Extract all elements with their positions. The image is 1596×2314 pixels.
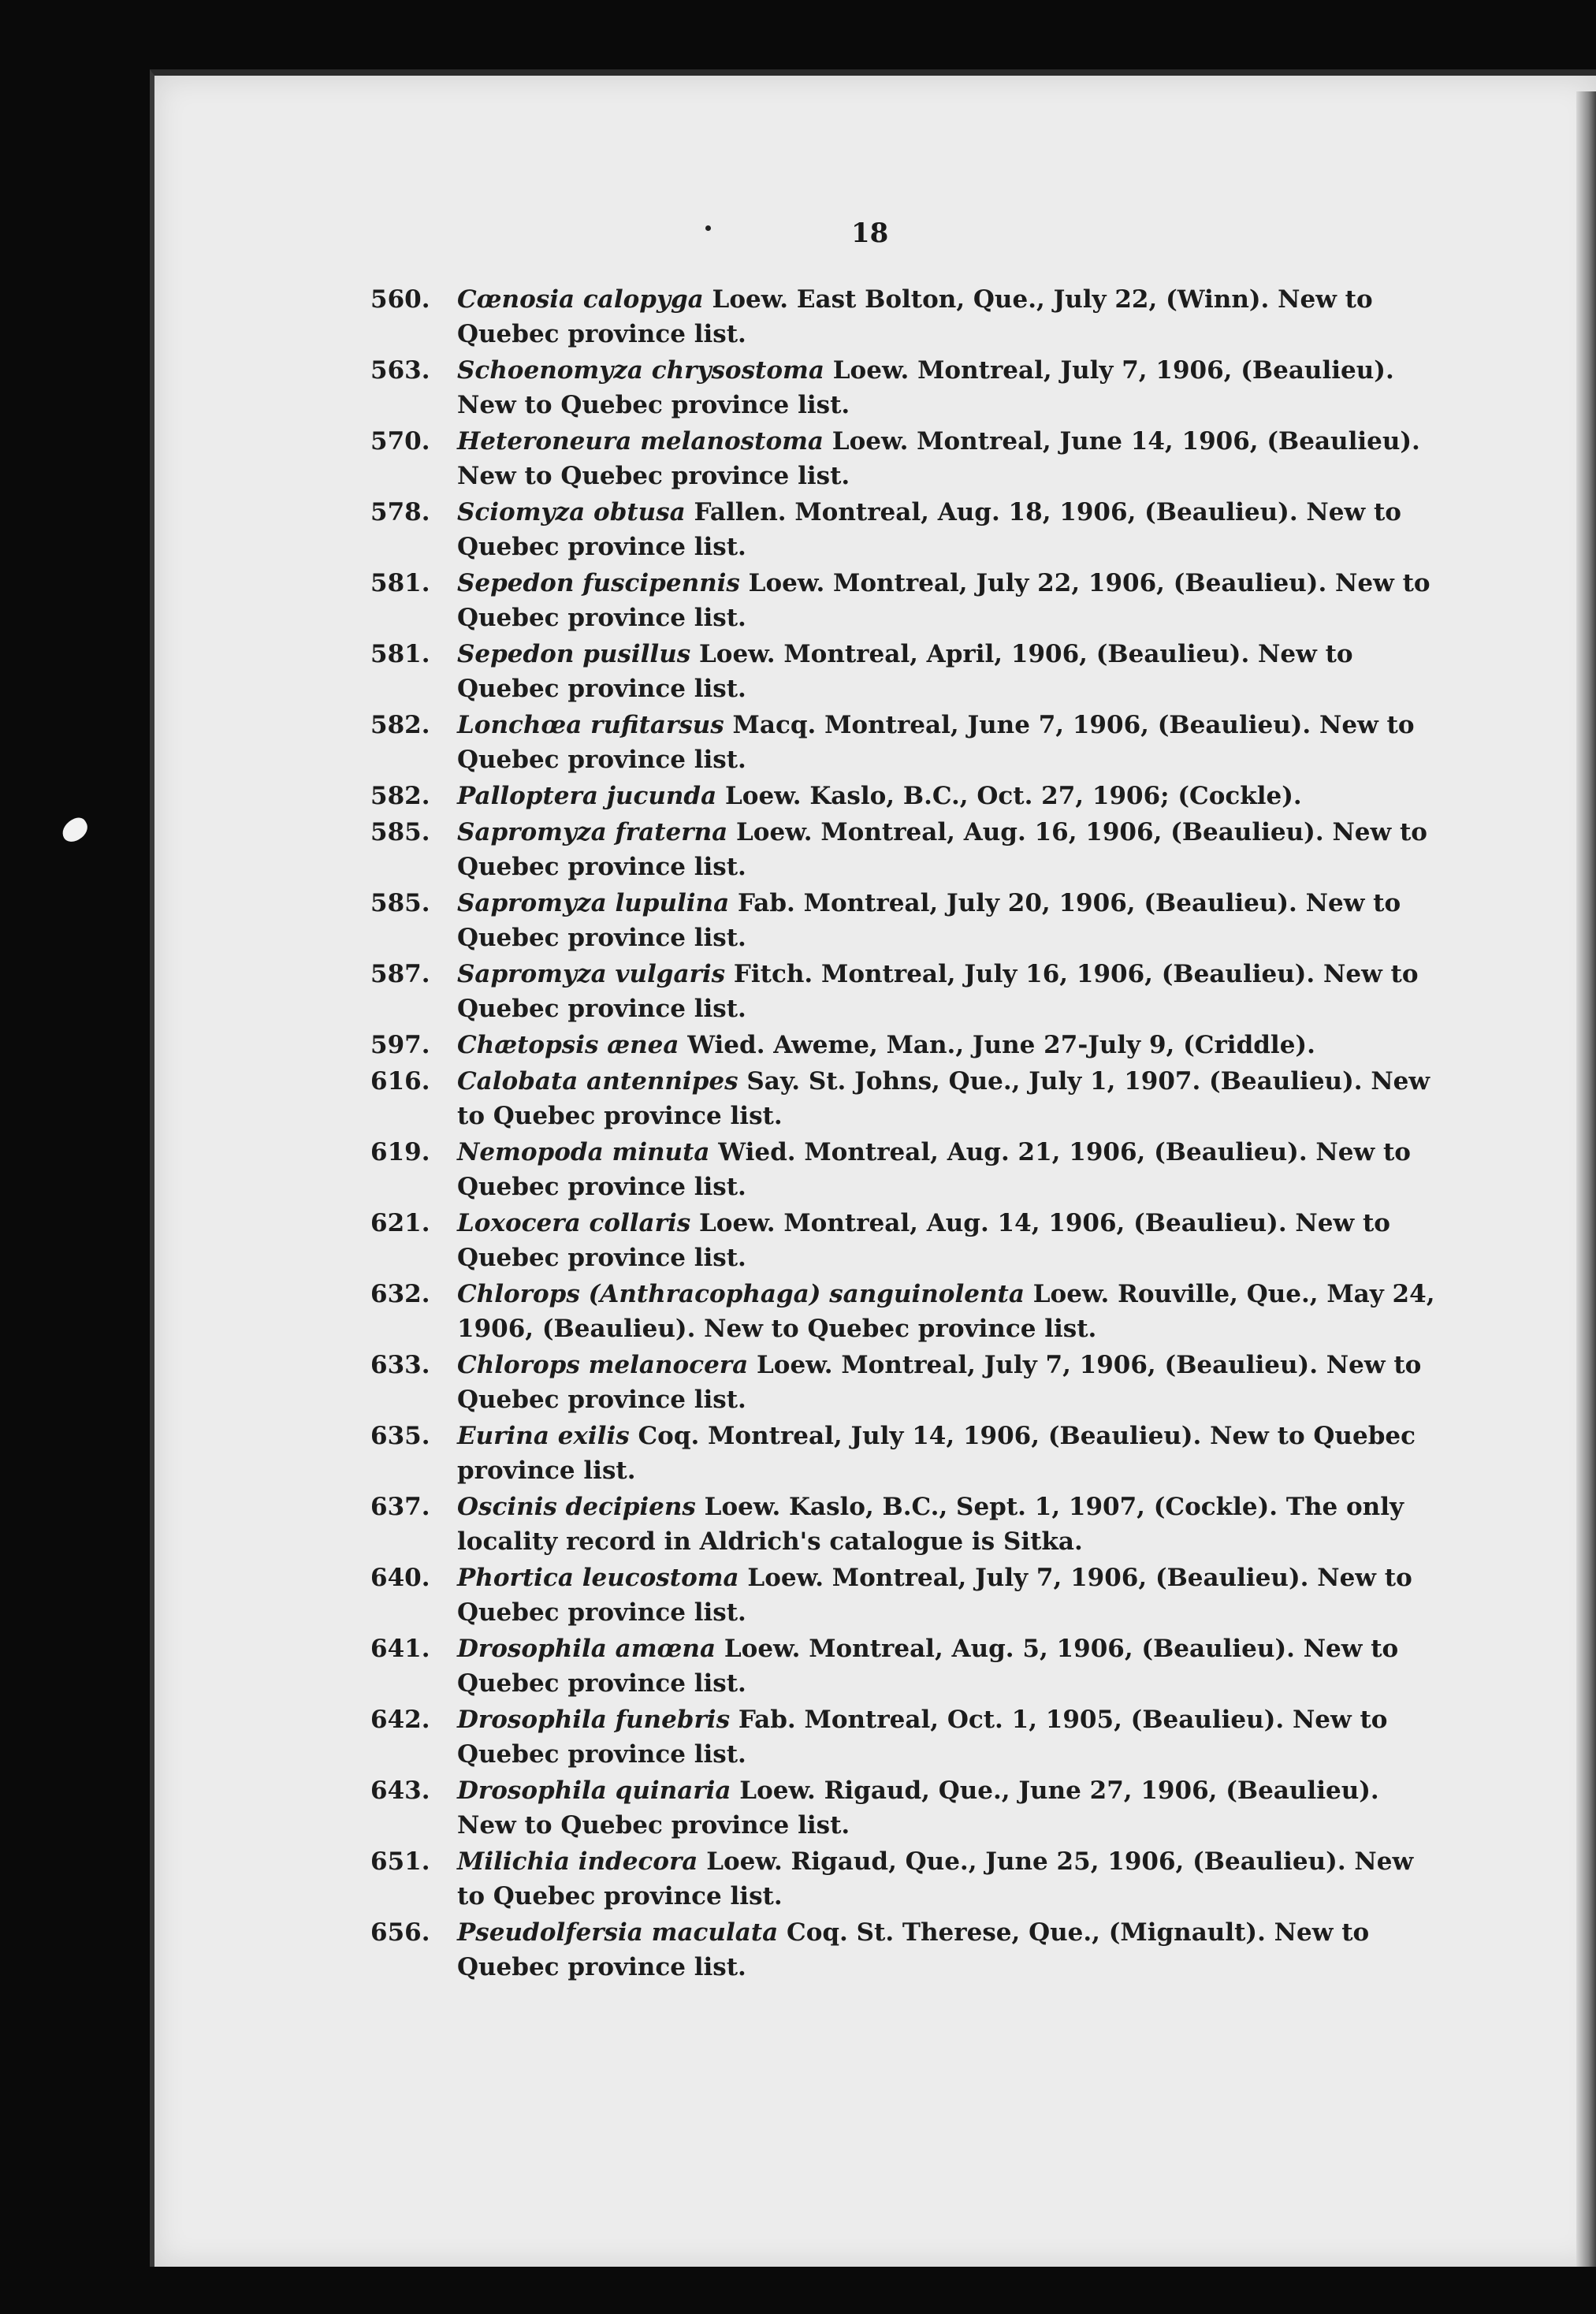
species-name: Eurina exilis	[457, 1422, 630, 1450]
species-name: Oscinis decipiens	[457, 1493, 696, 1521]
entry-number: 578.	[370, 498, 430, 526]
record-details: Loew. Montreal, Aug. 16, 1906, (Beaulieu). New to Quebec province list.	[457, 818, 1427, 881]
record-details: Loew. Montreal, April, 1906, (Beaulieu). New to Quebec province list.	[457, 640, 1353, 703]
entry-number: 637.	[370, 1493, 430, 1521]
list-item	[370, 957, 1442, 1026]
entry-number: 616.	[370, 1067, 430, 1096]
entry-text	[457, 1631, 1442, 1701]
record-details: Wied. Aweme, Man., June 27-July 9, (Criddle).	[679, 1031, 1315, 1059]
entry-number: 581.	[370, 640, 430, 668]
record-details: Loew. Montreal, July 7, 1906, (Beaulieu). New to Quebec province list.	[457, 356, 1394, 419]
record-details: Coq. Montreal, July 14, 1906, (Beaulieu). New to Quebec province list.	[457, 1422, 1416, 1485]
species-name: Sapromyza vulgaris	[457, 960, 726, 988]
paper-edge	[1576, 91, 1596, 2267]
species-name: Sapromyza lupulina	[457, 889, 730, 917]
species-name: Drosophila amœna	[457, 1635, 716, 1663]
entry-number: 656.	[370, 1918, 430, 1947]
entry-text	[457, 1277, 1442, 1346]
list-item	[370, 282, 1442, 352]
species-name: Drosophila funebris	[457, 1706, 731, 1734]
record-details: Fallen. Montreal, Aug. 18, 1906, (Beaulieu). New to Quebec province list.	[457, 498, 1401, 561]
species-name: Chlorops melanocera	[457, 1351, 749, 1379]
entry-text	[457, 815, 1442, 884]
entry-text	[457, 708, 1442, 777]
entry-text	[457, 1773, 1442, 1843]
species-name: Drosophila quinaria	[457, 1776, 731, 1805]
entry-number: 641.	[370, 1635, 430, 1663]
entry-text	[457, 566, 1442, 635]
list-item	[370, 708, 1442, 777]
record-details: Loew. Kaslo, B.C., Oct. 27, 1906; (Cockle).	[716, 782, 1302, 810]
entry-number: 563.	[370, 356, 430, 385]
species-name: Sciomyza obtusa	[457, 498, 686, 526]
record-details: Loew. Kaslo, B.C., Sept. 1, 1907, (Cockle). The only locality record in Aldrich's catalogue is Sitka.	[457, 1493, 1404, 1556]
entry-text	[457, 1135, 1442, 1204]
species-name: Sepedon fuscipennis	[457, 569, 740, 597]
record-details: Loew. Montreal, July 22, 1906, (Beaulieu). New to Quebec province list.	[457, 569, 1430, 632]
entry-number: 582.	[370, 782, 430, 810]
entry-text	[457, 886, 1442, 955]
entry-text	[457, 1844, 1442, 1914]
entry-text	[457, 957, 1442, 1026]
entry-text	[457, 1702, 1442, 1772]
list-item	[370, 1561, 1442, 1630]
list-item	[370, 1773, 1442, 1843]
stray-mark	[705, 225, 711, 231]
record-details: Fitch. Montreal, July 16, 1906, (Beaulieu). New to Quebec province list.	[457, 960, 1419, 1023]
record-details: Fab. Montreal, July 20, 1906, (Beaulieu). New to Quebec province list.	[457, 889, 1401, 952]
list-item	[370, 1631, 1442, 1701]
species-name: Sapromyza fraterna	[457, 818, 728, 846]
list-item	[370, 424, 1442, 493]
species-list	[370, 282, 1442, 1986]
entry-number: 560.	[370, 285, 430, 314]
record-details: Loew. Montreal, July 7, 1906, (Beaulieu). New to Quebec province list.	[457, 1564, 1412, 1627]
entry-text	[457, 1419, 1442, 1488]
entry-text	[457, 1490, 1442, 1559]
list-item	[370, 566, 1442, 635]
list-item	[370, 353, 1442, 422]
species-name: Cœnosia calopyga	[457, 285, 704, 314]
record-details: Loew. Montreal, June 14, 1906, (Beaulieu). New to Quebec province list.	[457, 427, 1420, 490]
entry-number: 597.	[370, 1031, 430, 1059]
species-name: Chlorops (Anthracophaga) sanguinolenta	[457, 1280, 1025, 1308]
entry-text	[457, 1064, 1442, 1133]
list-item	[370, 886, 1442, 955]
species-name: Phortica leucostoma	[457, 1564, 739, 1592]
entry-number: 581.	[370, 569, 430, 597]
entry-number: 633.	[370, 1351, 430, 1379]
entry-number: 643.	[370, 1776, 430, 1805]
entry-number: 635.	[370, 1422, 430, 1450]
species-name: Pseudolfersia maculata	[457, 1918, 779, 1947]
entry-text	[457, 282, 1442, 352]
record-details: Loew. Montreal, July 7, 1906, (Beaulieu). New to Quebec province list.	[457, 1351, 1422, 1414]
entry-number: 585.	[370, 818, 430, 846]
record-details: Coq. St. Therese, Que., (Mignault). New to Quebec province list.	[457, 1918, 1370, 1981]
record-details: Loew. Montreal, Aug. 5, 1906, (Beaulieu). New to Quebec province list.	[457, 1635, 1399, 1698]
record-details: Wied. Montreal, Aug. 21, 1906, (Beaulieu). New to Quebec province list.	[457, 1138, 1411, 1201]
entry-number: 619.	[370, 1138, 430, 1166]
list-item	[370, 1135, 1442, 1204]
list-item	[370, 1419, 1442, 1488]
list-item	[370, 1844, 1442, 1914]
entry-number: 632.	[370, 1280, 430, 1308]
entry-text	[457, 1561, 1442, 1630]
species-name: Calobata antennipes	[457, 1067, 738, 1096]
entry-number: 640.	[370, 1564, 430, 1592]
record-details: Loew. Rigaud, Que., June 27, 1906, (Beaulieu). New to Quebec province list.	[457, 1776, 1379, 1840]
list-item	[370, 1702, 1442, 1772]
list-item	[370, 1206, 1442, 1275]
species-name: Sepedon pusillus	[457, 640, 691, 668]
entry-text	[457, 1206, 1442, 1275]
species-name: Nemopoda minuta	[457, 1138, 710, 1166]
list-item	[370, 1277, 1442, 1346]
entry-text	[457, 353, 1442, 422]
species-name: Schoenomyza chrysostoma	[457, 356, 824, 385]
species-name: Loxocera collaris	[457, 1209, 691, 1237]
paper-blot	[58, 814, 91, 846]
species-name: Heteroneura melanostoma	[457, 427, 824, 456]
entry-text	[457, 637, 1442, 706]
entry-number: 582.	[370, 711, 430, 739]
entry-text	[457, 1915, 1442, 1985]
list-item	[370, 1490, 1442, 1559]
entry-text	[457, 1348, 1442, 1417]
list-item	[370, 1348, 1442, 1417]
record-details: Loew. Rouville, Que., May 24, 1906, (Beaulieu). New to Quebec province list.	[457, 1280, 1435, 1343]
list-item	[370, 1915, 1442, 1985]
record-details: Loew. East Bolton, Que., July 22, (Winn). New to Quebec province list.	[457, 285, 1373, 348]
page-number: 18	[851, 218, 889, 249]
record-details: Say. St. Johns, Que., July 1, 1907. (Beaulieu). New to Quebec province list.	[457, 1067, 1430, 1130]
record-details: Loew. Montreal, Aug. 14, 1906, (Beaulieu). New to Quebec province list.	[457, 1209, 1390, 1272]
entry-number: 570.	[370, 427, 430, 456]
entry-number: 642.	[370, 1706, 430, 1734]
entry-text	[457, 779, 1442, 813]
species-name: Palloptera jucunda	[457, 782, 717, 810]
species-name: Milichia indecora	[457, 1847, 698, 1876]
entry-text	[457, 424, 1442, 493]
list-item	[370, 815, 1442, 884]
species-name: Lonchœa rufitarsus	[457, 711, 724, 739]
entry-number: 651.	[370, 1847, 430, 1876]
record-details: Macq. Montreal, June 7, 1906, (Beaulieu). New to Quebec province list.	[457, 711, 1415, 774]
entry-number: 585.	[370, 889, 430, 917]
list-item	[370, 495, 1442, 564]
list-item	[370, 779, 1442, 813]
entry-text	[457, 1028, 1442, 1062]
record-details: Loew. Rigaud, Que., June 25, 1906, (Beaulieu). New to Quebec province list.	[457, 1847, 1414, 1910]
entry-text	[457, 495, 1442, 564]
list-item	[370, 1028, 1442, 1062]
entry-number: 621.	[370, 1209, 430, 1237]
list-item	[370, 637, 1442, 706]
list-item	[370, 1064, 1442, 1133]
record-details: Fab. Montreal, Oct. 1, 1905, (Beaulieu). New to Quebec province list.	[457, 1706, 1388, 1769]
species-name: Chætopsis ænea	[457, 1031, 679, 1059]
entry-number: 587.	[370, 960, 430, 988]
